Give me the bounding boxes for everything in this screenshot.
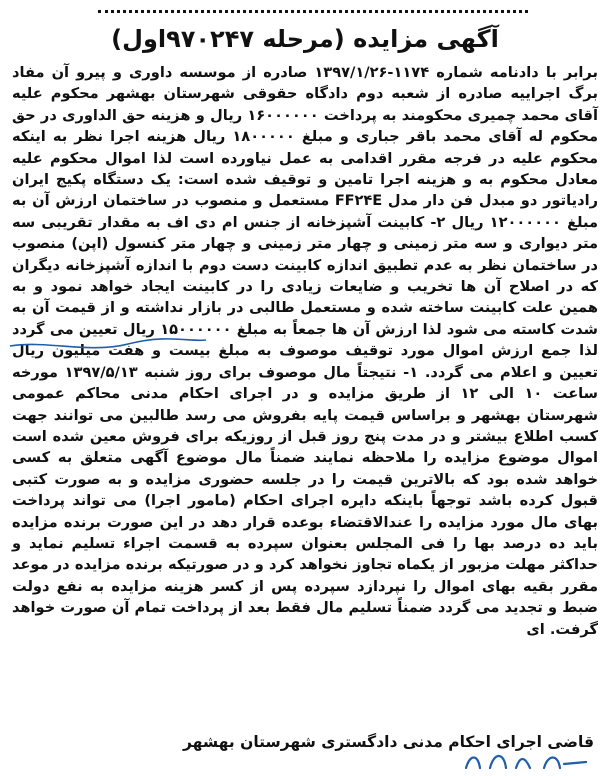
notice-title: آگهی مزایده (مرحله ۹۷۰۲۴۷اول) [111, 25, 499, 53]
judge-signature-line: قاضی اجرای احکام مدنی دادگستری شهرستان بهشهر [183, 733, 594, 751]
notice-page [8, 6, 602, 769]
top-dotted-rule [98, 10, 528, 13]
handwritten-number [460, 746, 590, 776]
pen-underline-mark [8, 336, 208, 366]
notice-body: برابر با دادنامه شماره ۱۱۷۴-۱۳۹۷/۱/۲۶ صادره از موسسه داوری و پیرو آن مفاد برگ اجراییه صادره از شعبه دوم دادگاه حقوقی شهرستان بهشهر محکوم علیه آقای محمد چمیری محکومند به پرداخت ۱۶۰۰۰۰۰۰ ریال و هزینه حق الداوری در حق محکوم له آقای محمد باقر جباری و مبلغ ۱۸۰۰۰۰۰ ریال هزینه اجرا نظر به اینکه محکوم علیه در فرجه مقرر اقدامی به عمل نیاورده است لذا اموال محکوم علیه معادل محکوم به و هزینه اجرا تامین و توقیف شده است: یک دستگاه پکیج ایران رادیاتور دو مبدل فن دار مدل FF۲۴E مستعمل و منصوب در ساختمان ارزش آن به مبلغ ۱۲۰۰۰۰۰۰ ریال ۲- کابینت آشپزخانه از جنس ام دی اف به مقدار تقریبی سه متر دیواری و سه متر زمینی و چهار متر زمینی و چهار متر کنسول (اپن) منصوب در ساختمان نظر به عدم تطبیق اندازه کابینت دست دوم با اندازه آشپزخانه دیگران که در اصلاح آن ها تخریب و ضایعات زیادی را در کابینت ایجاد خواهد نمود و به همین علت کابینت ساخته شده و مستعمل طالبی در بازار نداشته و از قیمت آن به شدت کاسته می شود لذا ارزش آن ها جمعاً به مبلغ ۱۵۰۰۰۰۰۰ ریال تعیین می گردد لذا جمع ارزش اموال مورد توقیف موصوف به مبلغ بیست و هفت میلیون ریال تعیین و اعلام می گردد. ۱- نتیجتاً مال موصوف برای روز شنبه ۱۳۹۷/۵/۱۳ مورخه ساعت ۱۰ الی ۱۲ از طریق مزایده و در اجرای احکام مدنی محاکم عمومی شهرستان بهشهر و براساس قیمت پایه بفروش می رسد طالبین می توانند جهت کسب اطلاع بیشتر و در مدت پنج روز قبل از روزیکه برای فروش معین شده است اموال موضوع مزایده را ملاحظه نمایند ضمناً مال موضوع آگهی متعلق به کسی خواهد شده بود که بالاترین قیمت را در جلسه حضوری مزایده و به صورت کتبی قبول کرده باشد توجهاً باینکه دایره اجرای احکام (مامور اجرا) می تواند پرداخت بهای مال مورد مزایده را عندالاقتضاء بوعده قرار دهد در این صورت برنده مزایده باید ده درصد بها را فی المجلس بعنوان سپرده به قسمت اجراء تسلیم نماید و حداکثر مهلت مزبور از یکماه تجاوز نخواهد کرد و در صورتیکه برنده مزایده در موعد مقرر بقیه بهای اموال را نپردازد سپرده پس از کسر هزینه مزایده به نفع دولت ضبط و تجدید می گردد ضمناً تسلیم مال فقط بعد از پرداخت تمام آن صورت خواهد گرفت. ای [12, 64, 599, 638]
